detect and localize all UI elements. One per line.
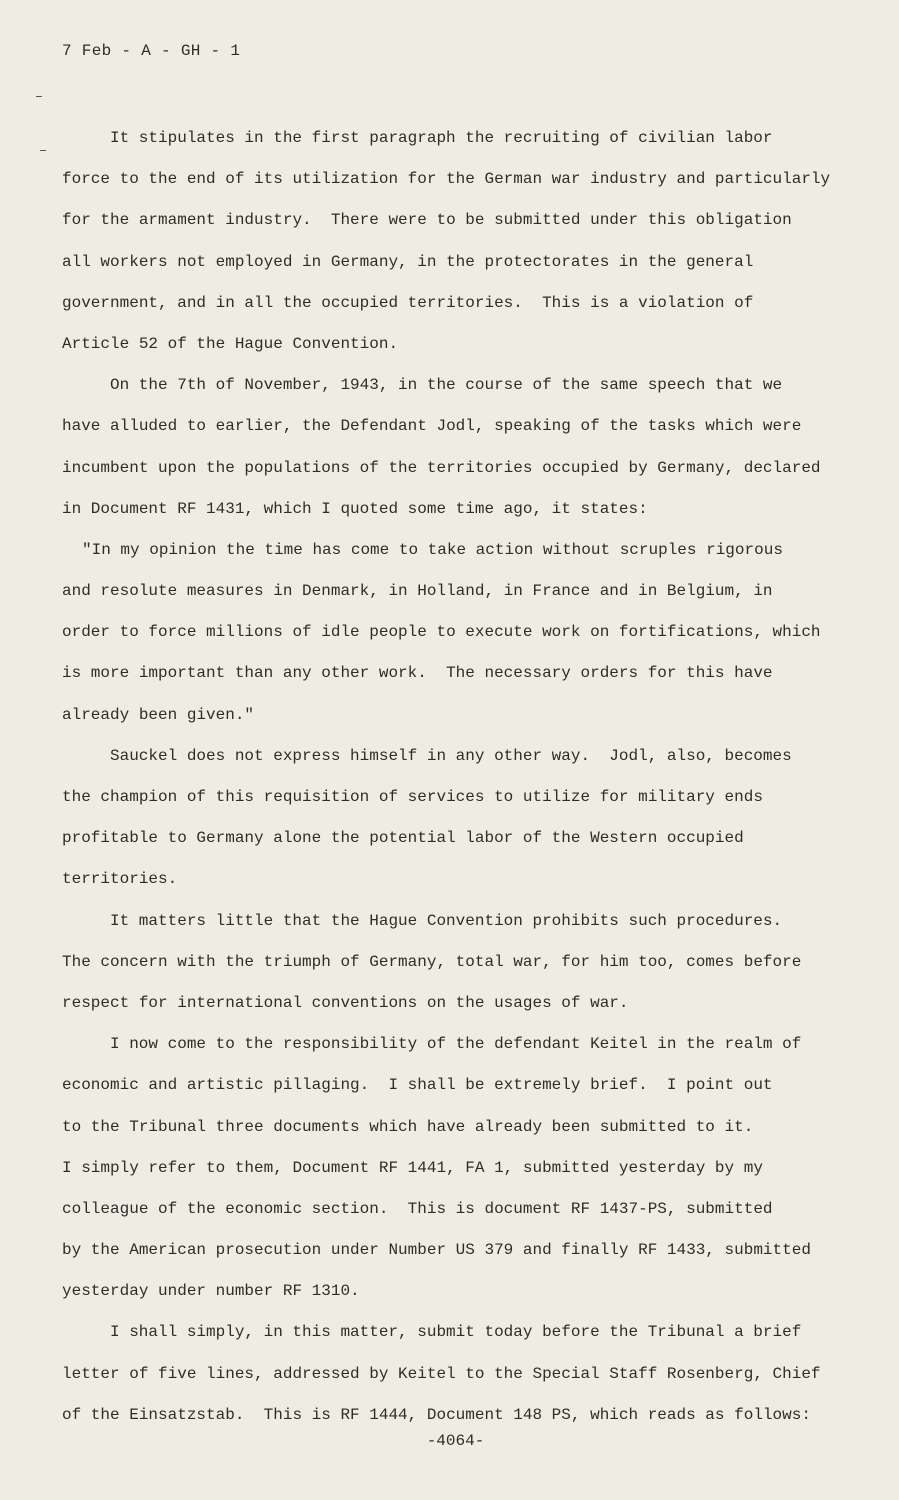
text-line: the champion of this requisition of services to utilize for military ends (62, 788, 763, 806)
text-line: "In my opinion the time has come to take action without scruples rigorous (82, 540, 783, 559)
text-line: force to the end of its utilization for the German war industry and particularly (62, 170, 831, 189)
text-line: government, and in all the occupied territories. This is a violation of (62, 293, 754, 312)
text-line: Sauckel does not express himself in any other way. Jodl, also, becomes (110, 746, 792, 765)
text-line: incumbent upon the populations of the territories occupied by Germany, declared (62, 458, 821, 477)
document-body (62, 118, 852, 1436)
text-line: The concern with the triumph of Germany, total war, for him too, comes before (62, 952, 802, 971)
page-number: -4064- (426, 1432, 485, 1450)
text-line: respect for international conventions on the usages of war. (62, 993, 629, 1012)
text-line: I shall simply, in this matter, submit today before the Tribunal a brief (110, 1323, 802, 1342)
text-line: all workers not employed in Germany, in the protectorates in the general (62, 252, 754, 271)
text-line: letter of five lines, addressed by Keitel to the Special Staff Rosenberg, Chief (62, 1364, 821, 1383)
text-line: is more important than any other work. The necessary orders for this have (62, 664, 773, 683)
text-line: yesterday under number RF 1310. (62, 1282, 360, 1301)
text-line: order to force millions of idle people to execute work on fortifications, which (62, 623, 821, 642)
text-line: have alluded to earlier, the Defendant Jodl, speaking of the tasks which were (62, 417, 802, 436)
text-line: and resolute measures in Denmark, in Holland, in France and in Belgium, in (62, 582, 773, 601)
text-line: of the Einsatzstab. This is RF 1444, Document 148 PS, which reads as follows: (62, 1405, 811, 1424)
text-line: colleague of the economic section. This is document RF 1437-PS, submitted (62, 1199, 773, 1218)
text-line: I now come to the responsibility of the defendant Keitel in the realm of (110, 1035, 802, 1054)
text-line: Article 52 of the Hague Convention. (62, 334, 399, 353)
text-line: On the 7th of November, 1943, in the course of the same speech that we (110, 376, 783, 395)
text-line: to the Tribunal three documents which have already been submitted to it. (62, 1117, 754, 1136)
text-line: already been given." (62, 705, 255, 724)
document-header: 7 Feb - A - GH - 1 (62, 42, 241, 60)
text-line: profitable to Germany alone the potential labor of the Western occupied (62, 829, 744, 848)
text-line: in Document RF 1431, which I quoted some time ago, it states: (62, 499, 648, 518)
text-line: territories. (62, 870, 178, 889)
text-line: I simply refer to them, Document RF 1441, FA 1, submitted yesterday by my (62, 1158, 763, 1177)
margin-mark (40, 150, 46, 151)
text-line: It matters little that the Hague Convention prohibits such procedures. (110, 911, 783, 930)
text-line: by the American prosecution under Number US 379 and finally RF 1433, submitted (62, 1241, 811, 1260)
text-line: It stipulates in the first paragraph the recruiting of civilian labor (110, 129, 773, 147)
text-line: for the armament industry. There were to be submitted under this obligation (62, 211, 792, 230)
text-line: economic and artistic pillaging. I shall be extremely brief. I point out (62, 1076, 773, 1095)
margin-mark (36, 96, 42, 97)
